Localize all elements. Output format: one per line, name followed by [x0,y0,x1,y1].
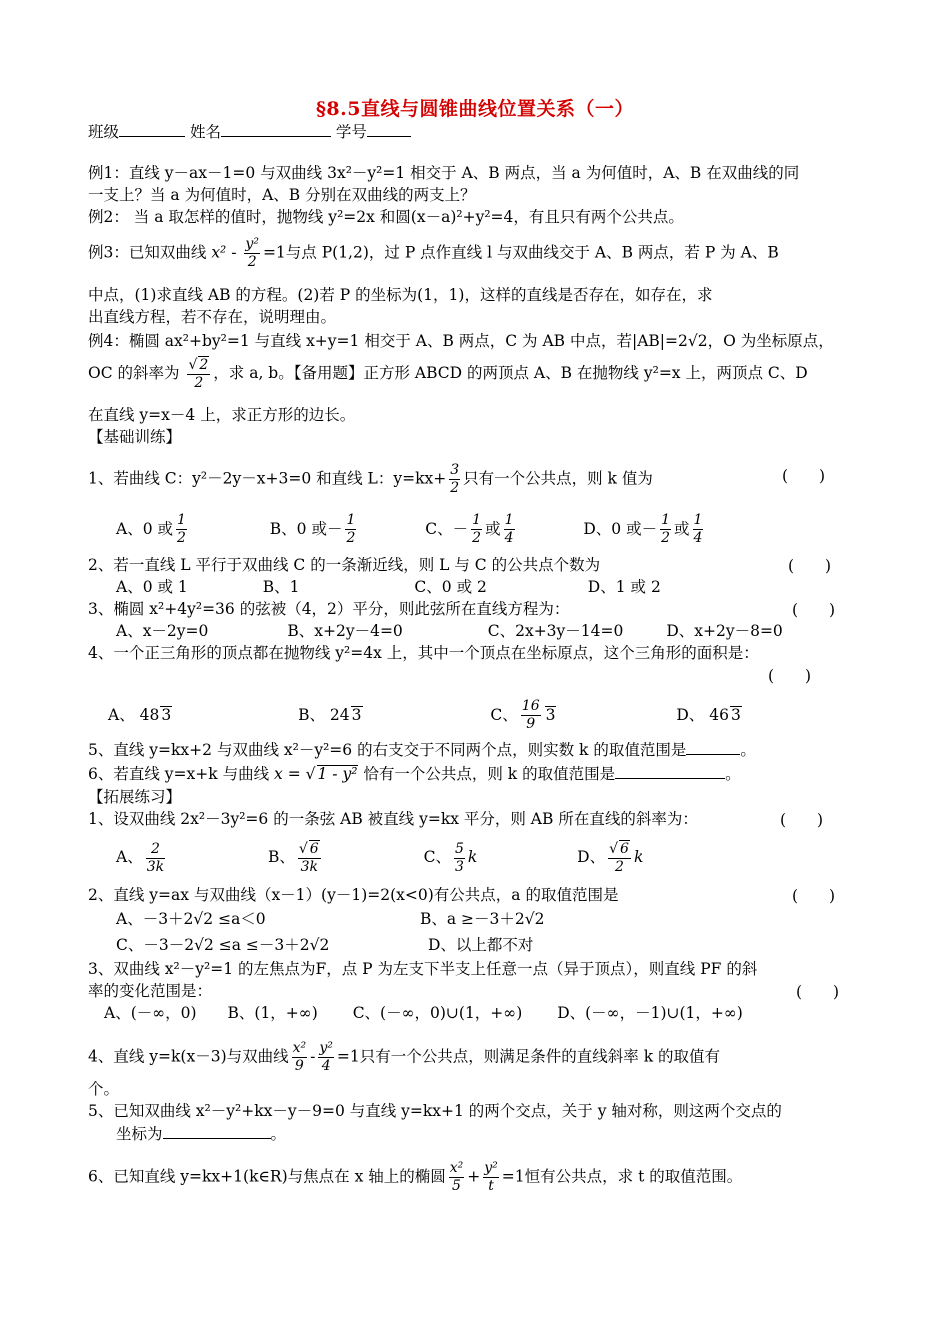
basic-q2-options [116,576,661,598]
ext-q1-opt-d[interactable] [577,841,644,875]
ext-q4-num1: x² [292,1040,307,1056]
example-4-line-2 [88,356,808,392]
q1-c-text: C、－ [425,519,469,538]
ext-q2-opt-b[interactable]: B、a ≥－3＋2√2 [420,910,545,928]
ex4-post: ，求 a, b。【备用题】正方形 ABCD 的两顶点 A、B 在抛物线 y²=x 上，两顶点 C、D [213,364,808,382]
ext-q1-answer-paren[interactable]: ( ) [780,811,824,829]
ext-q6-pre: 6、已知直线 y=kx+1(k∈R)与焦点在 x 轴上的椭圆 [88,1167,446,1186]
basic-q6-pre: 6、若直线 y=x+k 与曲线 [88,765,270,783]
q4-b-text: B、 24 [298,705,350,724]
ext-q1-opt-c[interactable] [423,840,478,875]
q1-c2-num: 1 [504,512,514,528]
basic-q2-opt-b[interactable]: B、1 [262,578,300,596]
basic-q4-opt-d[interactable] [676,706,741,724]
ext-q2-opt-a[interactable]: A、－3＋2√2 ≤a＜0 [116,910,266,928]
q4-c-sqrt: 3 [545,705,556,724]
ext-q3-opt-d[interactable]: D、(－∞，－1)∪(1，+∞) [557,1004,743,1022]
ext-q4-pre: 4、直线 y=k(x－3)与双曲线 [88,1047,289,1066]
ex3-frac-den: 2 [247,254,257,270]
ext-q1-options [116,840,643,876]
q1-d1-den: 2 [661,530,671,546]
basic-q6: 6、若直线 y=x+k 与曲线 x = √ 1 - y² 恰有一个公共点，则 k 的取值范围是 。 [88,762,741,785]
basic-q4-opt-b[interactable] [298,706,362,724]
header-line [88,120,411,143]
q1-a-den: 2 [176,530,186,546]
ext-q3-opt-b[interactable]: B、(1，+∞) [227,1004,318,1022]
basic-q1-den: 2 [450,480,460,496]
e1-d-text: D、 [577,848,606,866]
basic-q6-post: 恰有一个公共点，则 k 的取值范围是 [363,765,616,783]
q4-b-sqrt: 3 [351,705,362,724]
basic-q6-x: x = [274,765,301,783]
ext-q3-line-2: 率的变化范围是： [88,982,213,1000]
q1-d-frac1 [660,512,671,547]
ext-q4-num2: y² [319,1040,333,1056]
class-blank[interactable] [119,120,185,137]
ext-q3-opt-c[interactable]: C、(－∞，0)∪(1，+∞) [352,1004,523,1022]
q4-c-den: 9 [526,716,536,732]
ex3-pre: 例3：已知双曲线 [88,243,207,262]
q1-d-text: D、0 或－ [583,519,658,538]
basic-q3-answer-paren[interactable]: ( ) [792,601,836,619]
q1-c1-den: 2 [472,530,482,546]
q4-a-text: A、 48 [108,705,160,724]
ext-q1: 1、设双曲线 2x²－3y²=6 的一条弦 AB 被直线 y=kx 平分，则 AB 所在直线的斜率为： [88,810,698,828]
ext-q6-frac2 [483,1160,499,1195]
ext-q1-opt-a[interactable] [116,840,168,875]
ex4-fraction [187,356,210,392]
basic-q4-opt-a[interactable] [108,706,172,724]
q4-d-text: D、 46 [676,705,729,724]
basic-q6-sqrt: 1 - y² [317,765,358,783]
basic-q4: 4、一个正三角形的顶点都在抛物线 y²=4x 上，其中一个顶点在坐标原点，这个三角形的面积是： [88,644,759,662]
e1-c-num: 5 [454,840,464,857]
example-4-line-1: 例4：椭圆 ax²+by²=1 与直线 x+y=1 相交于 A、B 两点，C 为 AB 中点，若|AB|=2√2，O 为坐标原点， [88,332,834,350]
e1-d-k: k [633,848,644,866]
class-label: 班级 [88,123,120,141]
q1-b-frac [345,512,356,547]
ext-q1-opt-b[interactable] [267,841,324,875]
ext-q4-frac2 [318,1040,334,1075]
basic-q5-blank[interactable] [686,738,740,755]
e1-a-text: A、 [116,848,143,866]
e1-c-den: 3 [454,858,464,875]
e1-d-den: 2 [615,859,624,875]
basic-q2-opt-a[interactable]: A、0 或 1 [116,578,188,596]
basic-q2-opt-c[interactable]: C、0 或 2 [414,578,487,596]
ext-q6-plus: + [467,1167,481,1186]
example-2: 例2： 当 a 取怎样的值时，抛物线 y²=2x 和圆(x－a)²+y²=4，有且只有两个公共点。 [88,208,684,226]
q4-a-sqrt: 3 [161,705,172,724]
q1-d2-num: 1 [693,512,703,528]
q1-c-frac1 [471,512,482,547]
id-blank[interactable] [367,120,411,137]
ext-q2-opt-d[interactable]: D、以上都不对 [428,936,534,954]
e1-d-num: √ 6 [609,841,629,857]
example-3-line-3: 出直线方程，若不存在，说明理由。 [88,308,337,326]
ext-q5-label: 坐标为 [116,1125,163,1143]
ext-q3-opt-a[interactable]: A、(－∞，0) [104,1004,197,1022]
basic-q1 [88,462,653,497]
q1-d1-num: 1 [661,512,671,528]
e1-b-text: B、 [267,848,295,866]
basic-q1-opt-d[interactable] [583,512,706,546]
ext-q6 [88,1160,742,1195]
basic-q3-opt-b[interactable]: B、x+2y－4=0 [287,622,403,640]
basic-q5: 5、直线 y=kx+2 与双曲线 x²－y²=6 的右支交于不同两个点，则实数 k 的取值范围是 。 [88,738,756,761]
q1-d-or: 或 [674,519,690,538]
example-4-line-3: 在直线 y=x－4 上，求正方形的边长。 [88,406,356,424]
ex3-frac-num: y² [245,236,259,252]
q1-c1-num: 1 [472,512,482,528]
basic-q1-options [116,512,706,547]
ext-q5-line-1: 5、已知双曲线 x²－y²+kx－y－9=0 与直线 y=kx+1 的两个交点，关于 y 轴对称，则这两个交点的 [88,1102,782,1120]
example-3-line-2: 中点，(1)求直线 AB 的方程。(2)若 P 的坐标为(1，1)，这样的直线是否存在，如存在，求 [88,286,713,304]
basic-q2-answer-paren[interactable]: ( ) [788,557,832,575]
example-3-line-1 [88,236,779,271]
e1-a-num: 2 [146,841,165,859]
ext-q3-line-1: 3、双曲线 x²－y²=1 的左焦点为F，点 P 为左支下半支上任意一点（异于顶点），则直线 PF 的斜 [88,960,758,978]
basic-q5-text: 5、直线 y=kx+2 与双曲线 x²－y²=6 的右支交于不同两个点，则实数 k 的取值范围是 [88,741,687,759]
q1-a-text: A、0 或 [116,519,173,538]
ex3-post: =1与点 P(1,2)，过 P 点作直线 l 与双曲线交于 A、B 两点，若 P 为 A、B [262,243,779,262]
basic-q2: 2、若一直线 L 平行于双曲线 C 的一条渐近线，则 L 与 C 的公共点个数为 [88,556,601,574]
ext-q6-num2: y² [484,1160,498,1176]
example-1-line-1: 例1：直线 y－ax－1=0 与双曲线 3x²－y²=1 相交于 A、B 两点，当 a 为何值时，A、B 在双曲线的同 [88,164,800,182]
section-basic-heading: 【基础训练】 [88,428,182,446]
ext-q4-post: =1只有一个公共点，则满足条件的直线斜率 k 的取值有 [336,1047,721,1066]
q4-c-num: 16 [521,698,540,714]
e1-a-frac [146,841,165,876]
ext-q4-den1: 9 [294,1058,304,1074]
example-1-line-2: 一支上？当 a 为何值时，A、B 分别在双曲线的两支上？ [88,186,476,204]
ext-q6-post: =1恒有公共点，求 t 的取值范围。 [501,1167,743,1186]
ext-q4-minus: - [310,1047,316,1066]
ex3-x2: x² [211,243,227,262]
basic-q4-answer-paren[interactable]: ( ) [768,667,812,685]
basic-q3-opt-d[interactable]: D、x+2y－8=0 [666,622,783,640]
q1-d2-den: 4 [693,530,703,546]
ex3-minus: - [231,243,237,262]
basic-q3-options [116,620,783,642]
basic-q1-post: 只有一个公共点，则 k 值为 [463,469,653,488]
basic-q2-opt-d[interactable]: D、1 或 2 [587,578,661,596]
q1-c-or: 或 [485,519,501,538]
basic-q1-pre: 1、若曲线 C：y²－2y－x+3=0 和直线 L：y=kx+ [88,469,447,488]
e1-c-frac [454,841,465,876]
basic-q4-opt-c[interactable] [490,698,556,732]
q1-b-text: B、0 或－ [269,519,343,538]
q1-d-frac2 [693,512,704,547]
ext-q6-den2: t [488,1178,494,1194]
q1-c-frac2 [504,512,515,547]
e1-b-den: 3k [300,859,318,875]
q1-a-num: 1 [176,512,186,528]
q4-d-sqrt: 3 [730,705,741,724]
ext-q6-num1: x² [449,1160,464,1176]
name-blank[interactable] [221,120,331,137]
ex4-pre: OC 的斜率为 [88,364,180,382]
basic-q3-opt-a[interactable]: A、x－2y=0 [116,622,209,640]
e1-c-text: C、 [423,848,451,866]
e1-b-sqrt: 6 [309,841,319,857]
ext-q2-answer-paren[interactable]: ( ) [792,887,836,905]
ext-q2-opt-c[interactable]: C、－3－2√2 ≤a ≤－3＋2√2 [116,936,330,954]
q1-c2-den: 4 [504,530,514,546]
e1-b-frac [298,840,321,876]
q1-a-frac [176,512,187,547]
ext-q5-line-2: 坐标为 。 [116,1122,286,1145]
ext-q3-answer-paren[interactable]: ( ) [796,983,840,1001]
ext-q3-options [104,1002,743,1024]
page-title: §8.5直线与圆锥曲线位置关系（一） [316,98,634,120]
basic-q6-blank[interactable] [615,762,725,779]
ext-q4-den2: 4 [321,1058,331,1074]
basic-q1-opt-c[interactable] [425,512,517,546]
e1-d-sqrt: 6 [620,841,629,857]
section-ext-heading: 【拓展练习】 [88,788,182,806]
e1-c-k: k [467,848,478,866]
basic-q1-fraction [449,462,460,497]
id-label: 学号 [335,123,367,141]
ext-q6-frac1 [449,1160,465,1195]
ex4-sqrt: 2 [199,357,209,373]
name-label: 姓名 [189,123,221,141]
basic-q1-opt-b[interactable] [269,512,360,546]
basic-q1-opt-a[interactable] [116,512,190,546]
q1-b-den: 2 [346,530,356,546]
ext-q4-line-1 [88,1040,720,1075]
ex3-fraction [244,236,260,271]
ex4-frac-den: 2 [194,375,204,391]
ext-q4-line-2: 个。 [88,1080,120,1098]
e1-d-frac [608,840,631,876]
ext-q6-den1: 5 [452,1178,461,1194]
ex4-frac-num: √ 2 [188,357,209,373]
ext-q4-frac1 [292,1040,308,1075]
e1-a-den: 3k [146,858,165,875]
basic-q3: 3、椭圆 x²+4y²=36 的弦被（4，2）平分，则此弦所在直线方程为： [88,600,570,618]
basic-q1-answer-paren[interactable]: ( ) [782,467,826,485]
basic-q3-opt-c[interactable]: C、2x+3y－14=0 [487,622,624,640]
q1-b-num: 1 [346,512,356,528]
e1-b-num: √ 6 [298,841,319,857]
basic-q4-options [108,698,742,733]
q4-c-text: C、 [490,705,518,724]
ext-q2: 2、直线 y=ax 与双曲线（x－1）(y－1)=2(x<0)有公共点，a 的取值范围是 [88,886,619,904]
basic-q1-num: 3 [450,462,460,478]
q4-c-frac [521,698,541,733]
ext-q5-blank[interactable] [163,1122,271,1139]
